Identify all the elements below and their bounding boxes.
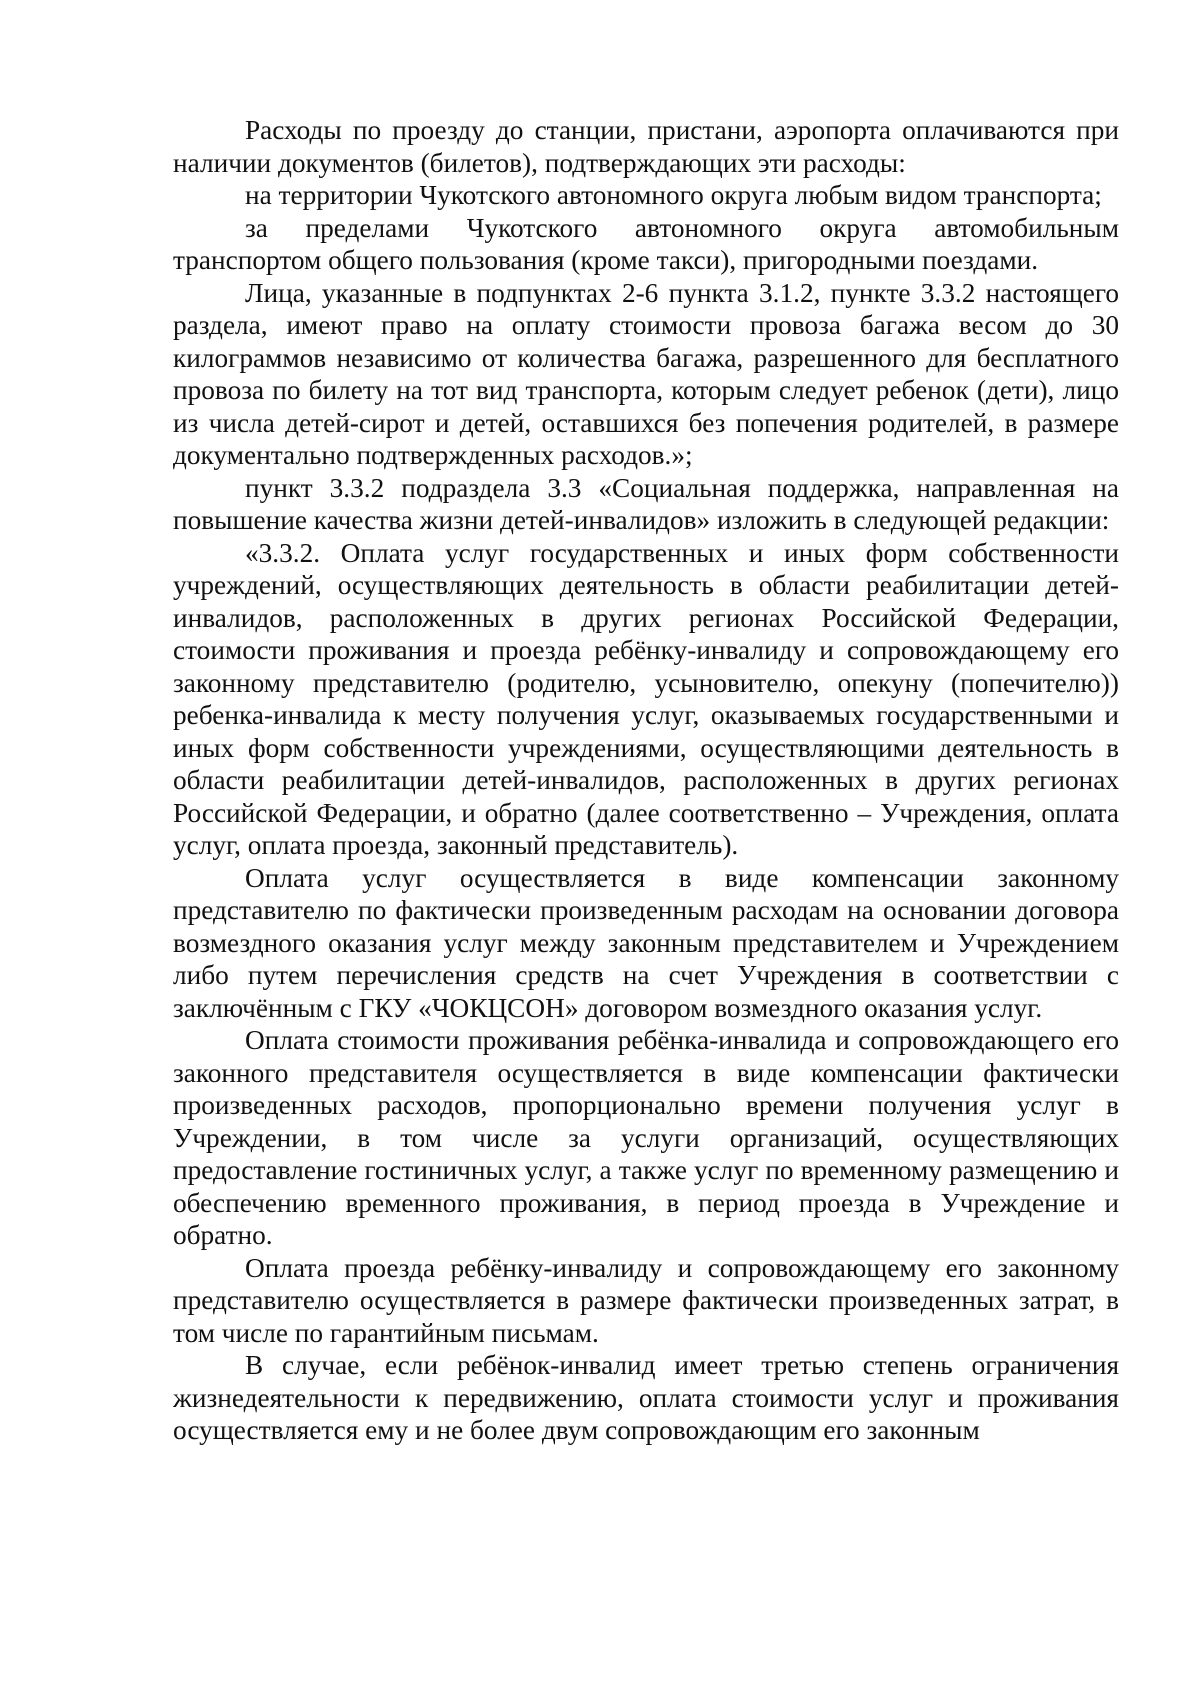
paragraph-payment-accommodation: Оплата стоимости проживания ребёнка-инвалида и сопровождающего его законного представителя осуществляется в виде компенсации фактически произведенных расходов, пропорционально времени получения услуг в Учреждении, в том числе за услуги организаций, осуществляющих предоставление гостиничных услуг, а также услуг по временному размещению и обеспечению временного проживания, в период проезда в Учреждение и обратно. (173, 1025, 1119, 1250)
paragraph-third-degree: В случае, если ребёнок-инвалид имеет третью степень ограничения жизнедеятельности к передвижению, оплата стоимости услуг и проживания осуществляется ему и не более двум сопровождающим его законным (173, 1350, 1119, 1445)
paragraph-payment-travel: Оплата проезда ребёнку-инвалиду и сопровождающему его законному представителю осуществляется в размере фактически произведенных затрат, в том числе по гарантийным письмам. (173, 1252, 1119, 1348)
paragraph-payment-services: Оплата услуг осуществляется в виде компенсации законному представителю по фактически произведенным расходам на основании договора возмездного оказания услуг между законным представителем и Учреждением либо путем перечисления средств на счет Учреждения в соответствии с заключённым с ГКУ «ЧОКЦСОН» договором возмездного оказания услуг. (173, 862, 1119, 1023)
paragraph-within-chukotka: на территории Чукотского автономного округа любым видом транспорта; (245, 180, 1102, 210)
paragraph-amendment-3-3-2: пункт 3.3.2 подраздела 3.3 «Социальная поддержка, направленная на повышение качества жизни детей-инвалидов» изложить в следующей редакции: (173, 472, 1119, 535)
paragraph-outside-chukotka: за пределами Чукотского автономного округа автомобильным транспортом общего пользования (кроме такси), пригородными поездами. (173, 212, 1119, 275)
paragraph-baggage: Лица, указанные в подпунктах 2-6 пункта 3.1.2, пункте 3.3.2 настоящего раздела, имеют право на оплату стоимости провоза багажа весом до 30 килограммов независимо от количества багажа, разрешенного для бесплатного провоза по билету на тот вид транспорта, которым следует ребенок (дети), лицо из числа детей-сирот и детей, оставшихся без попечения родителей, в размере документально подтвержденных расходов.»; (173, 277, 1119, 470)
document-body (173, 114, 1119, 1447)
paragraph-travel-expenses: Расходы по проезду до станции, пристани, аэропорта оплачиваются при наличии документов (билетов), подтверждающих эти расходы: (173, 115, 1119, 178)
paragraph-clause-3-3-2: «3.3.2. Оплата услуг государственных и иных форм собственности учреждений, осуществляющих деятельность в области реабилитации детей-инвалидов, расположенных в других регионах Российской Федерации, стоимости проживания и проезда ребёнку-инвалиду и сопровождающему его законному представителю (родителю, усыновителю, опекуну (попечителю)) ребенка-инвалида к месту получения услуг, оказываемых государственными и иных форм собственности учреждениями, осуществляющими деятельность в области реабилитации детей-инвалидов, расположенных в других регионах Российской Федерации, и обратно (далее соответственно – Учреждения, оплата услуг, оплата проезда, законный представитель). (173, 537, 1119, 860)
